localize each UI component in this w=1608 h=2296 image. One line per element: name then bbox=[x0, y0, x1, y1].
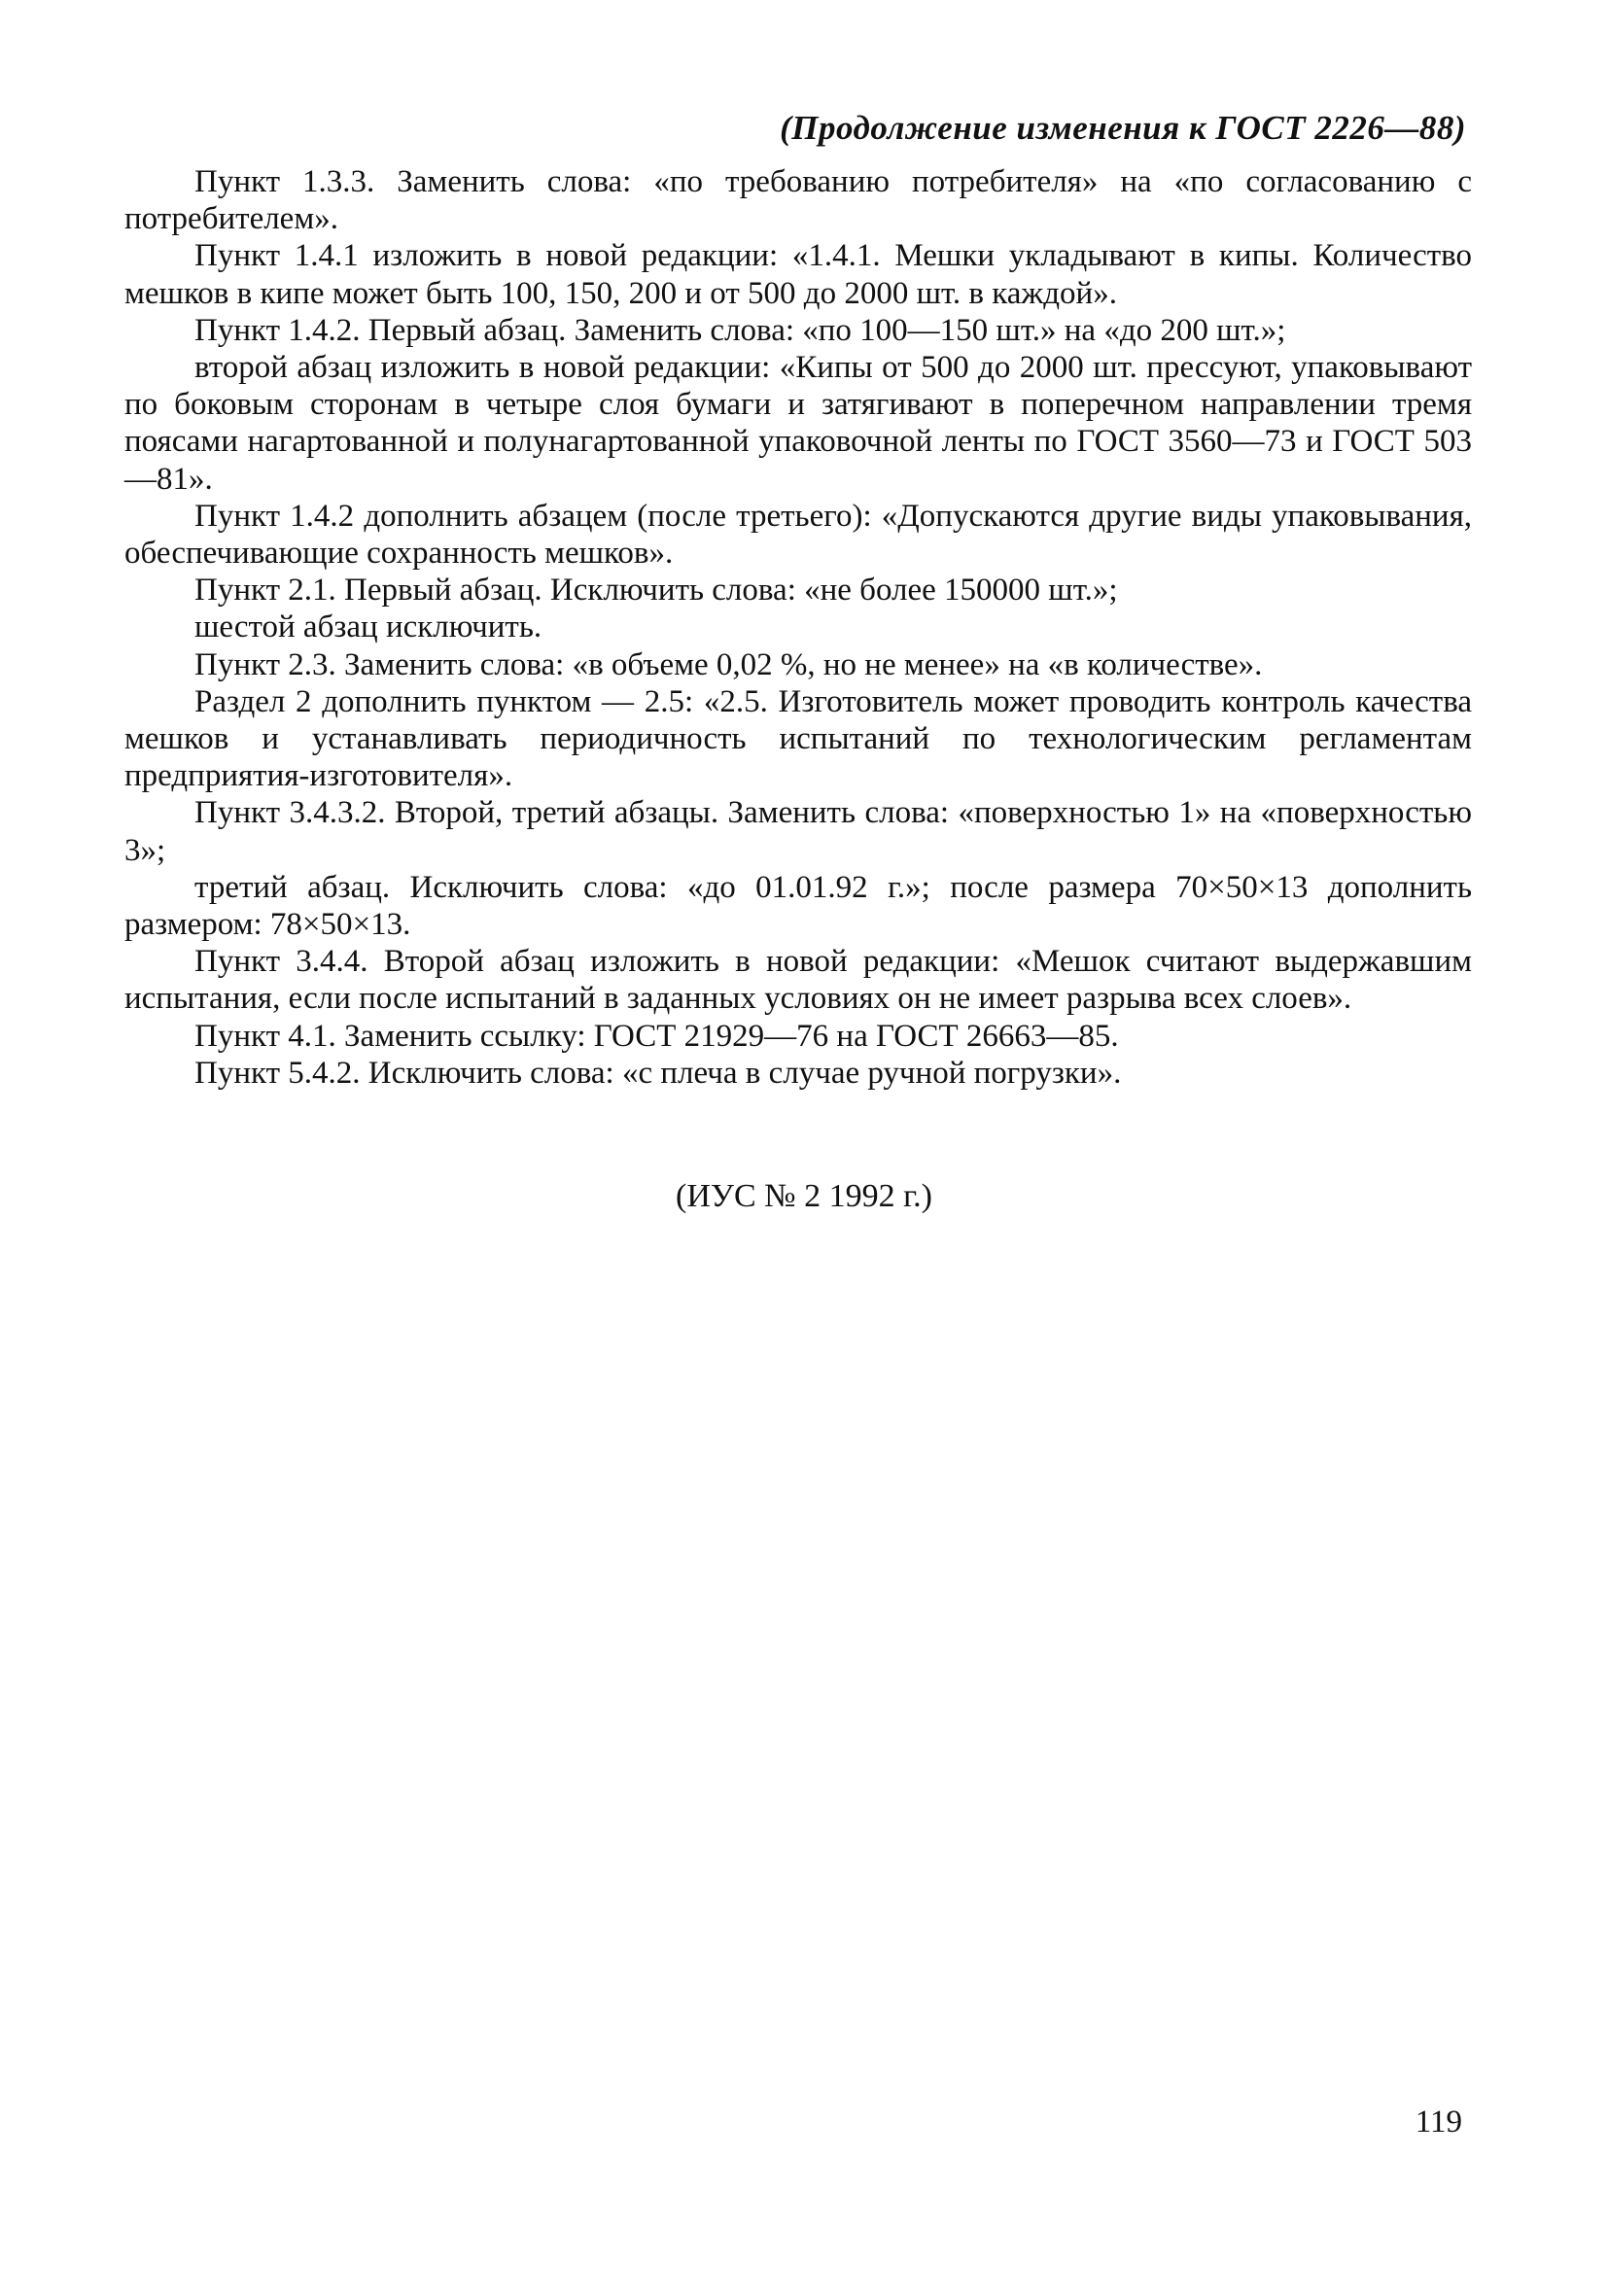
page-header: (Продолжение изменения к ГОСТ 2226—88) bbox=[780, 109, 1466, 147]
paragraph: Пункт 4.1. Заменить ссылку: ГОСТ 21929—76 на ГОСТ 26663—85. bbox=[194, 1018, 1119, 1054]
paragraph: третий абзац. Исключить слова: «до 01.01.92 г.»; после размера 70×50×13 дополнить размером: 78×50×13. bbox=[124, 869, 1472, 943]
paragraph: Пункт 5.4.2. Исключить слова: «с плеча в случае ручной погрузки». bbox=[194, 1055, 1122, 1091]
paragraph: Пункт 1.4.2. Первый абзац. Заменить слова: «по 100—150 шт.» на «до 200 шт.»; bbox=[194, 312, 1286, 348]
paragraph: Пункт 2.1. Первый абзац. Исключить слова: «не более 150000 шт.»; bbox=[194, 573, 1118, 609]
page-number: 119 bbox=[1415, 2105, 1462, 2139]
source-reference: (ИУС № 2 1992 г.) bbox=[676, 1178, 932, 1214]
paragraph: Пункт 3.4.3.2. Второй, третий абзацы. Заменить слова: «поверхностью 1» на «поверхностью 3»; bbox=[124, 795, 1472, 868]
paragraph: второй абзац изложить в новой редакции: «Кипы от 500 до 2000 шт. прессуют, упаковывают по боковым сторонам в четыре слоя бумаги и затягивают в поперечном направлении тремя поясами нагартованной и полунагартованной упаковочной ленты по ГОСТ 3560—73 и ГОСТ 503—81». bbox=[124, 350, 1472, 497]
paragraph: Пункт 1.3.3. Заменить слова: «по требованию потребителя» на «по согласованию с потребителем». bbox=[124, 164, 1472, 237]
paragraph: Пункт 1.4.1 изложить в новой редакции: «1.4.1. Мешки укладывают в кипы. Количество мешков в кипе может быть 100, 150, 200 и от 500 до 2000 шт. в каждой». bbox=[124, 238, 1472, 311]
paragraph: Пункт 2.3. Заменить слова: «в объеме 0,02 %, но не менее» на «в количестве». bbox=[194, 646, 1263, 682]
document-body bbox=[124, 163, 1472, 1092]
paragraph: Пункт 1.4.2 дополнить абзацем (после третьего): «Допускаются другие виды упаковывания, обеспечивающие сохранность мешков». bbox=[124, 498, 1472, 572]
paragraph: Пункт 3.4.4. Второй абзац изложить в новой редакции: «Мешок считают выдержавшим испытания, если после испытаний в заданных условиях он не имеет разрыва всех слоев». bbox=[124, 944, 1472, 1017]
paragraph: шестой абзац исключить. bbox=[194, 609, 542, 645]
paragraph: Раздел 2 дополнить пунктом — 2.5: «2.5. Изготовитель может проводить контроль качества мешков и устанавливать периодичность испытаний по технологическим регламентам предприятия-изготовителя». bbox=[124, 683, 1472, 794]
